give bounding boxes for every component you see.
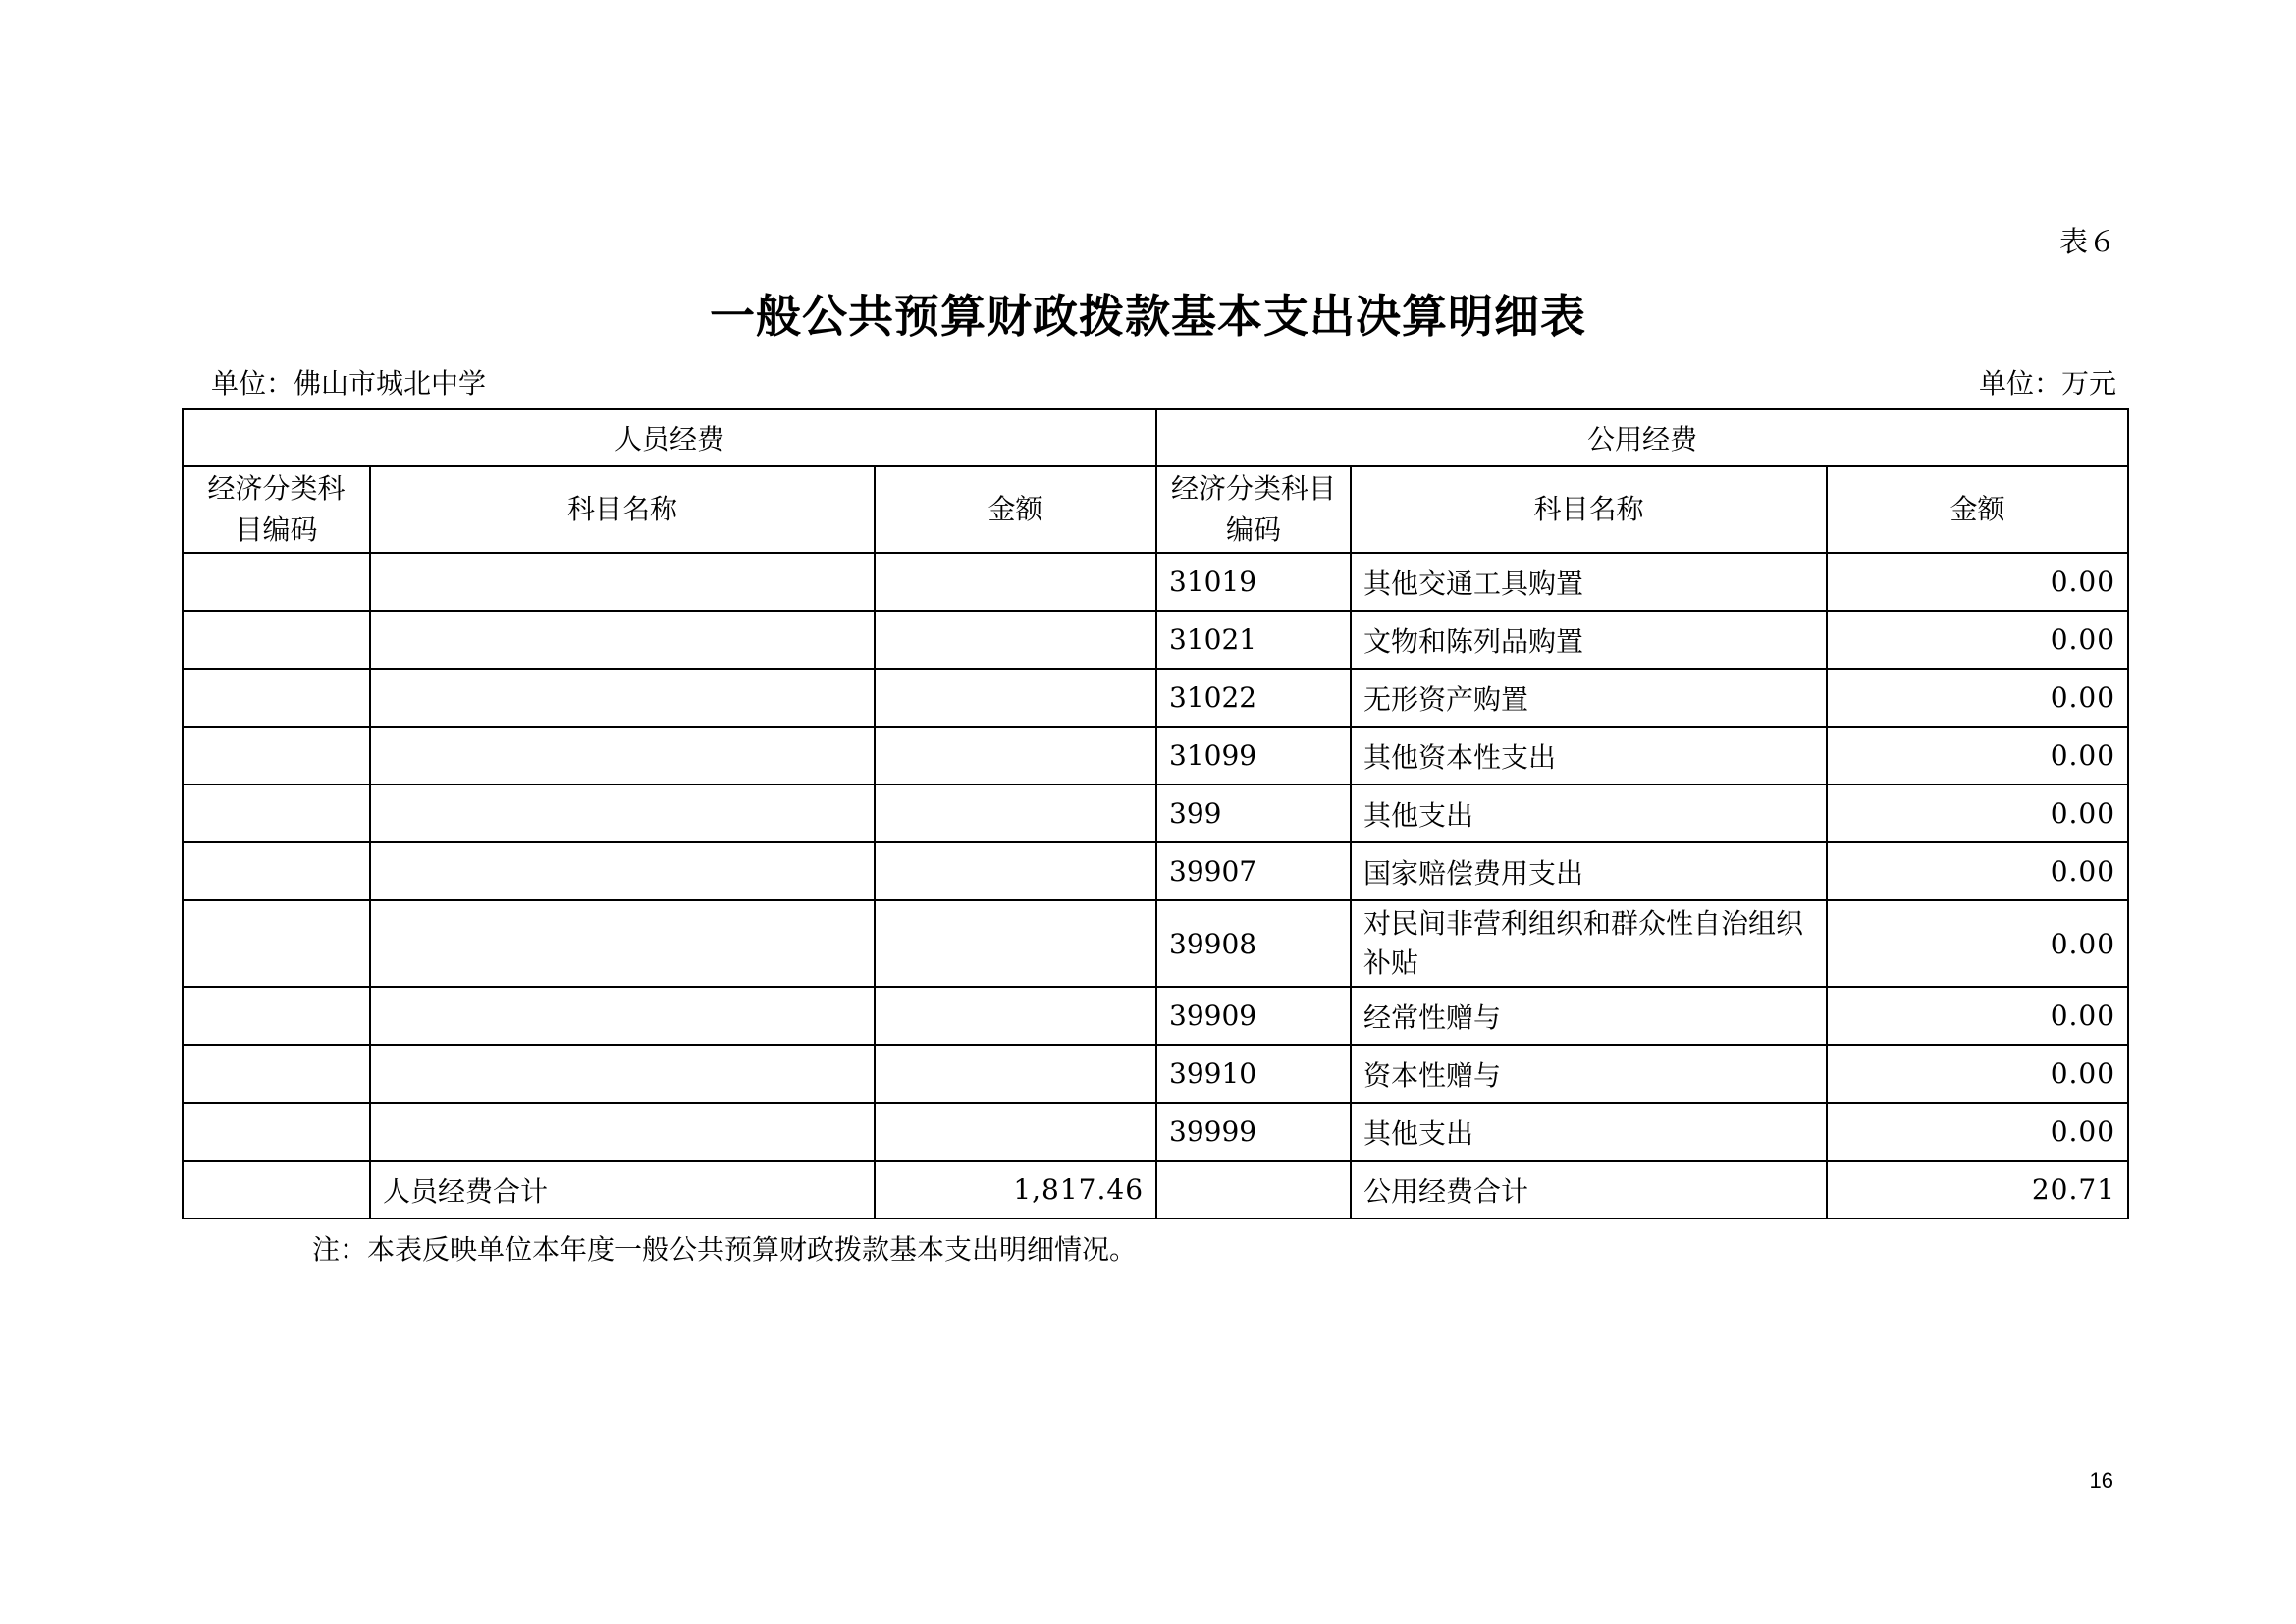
expenditure-table (182, 408, 2129, 1219)
footnote: 注：本表反映单位本年度一般公共预算财政拨款基本支出明细情况。 (312, 1233, 1138, 1266)
unit-organization: 单位：佛山市城北中学 (211, 367, 487, 400)
table-row (183, 1103, 2128, 1161)
public-amount-cell: 0.00 (1827, 987, 2128, 1045)
personnel-amount-cell (875, 900, 1156, 987)
col-personnel-name: 科目名称 (370, 466, 875, 553)
public-code-cell: 39907 (1156, 842, 1351, 900)
public-name-cell: 文物和陈列品购置 (1351, 611, 1827, 669)
table-row (183, 987, 2128, 1045)
public-total-code-cell (1156, 1161, 1351, 1218)
public-amount-cell: 0.00 (1827, 1103, 2128, 1161)
personnel-code-cell (183, 842, 370, 900)
public-code-cell: 39909 (1156, 987, 1351, 1045)
personnel-code-cell (183, 785, 370, 842)
public-amount-cell: 0.00 (1827, 1045, 2128, 1103)
personnel-amount-cell (875, 669, 1156, 727)
table-row (183, 1045, 2128, 1103)
col-public-code: 经济分类科目编码 (1156, 466, 1351, 553)
personnel-amount-cell (875, 553, 1156, 611)
personnel-total-amount: 1,817.46 (875, 1161, 1156, 1218)
page-title: 一般公共预算财政拨款基本支出决算明细表 (710, 290, 1586, 343)
page-number: 16 (2089, 1468, 2113, 1492)
personnel-code-cell (183, 1045, 370, 1103)
personnel-amount-cell (875, 727, 1156, 785)
table-label: 表６ (2058, 225, 2116, 258)
personnel-name-cell (370, 987, 875, 1045)
personnel-code-cell (183, 900, 370, 987)
group-personnel-header: 人员经费 (183, 409, 1156, 466)
group-header-row (183, 409, 2128, 466)
table-row (183, 900, 2128, 987)
personnel-total-code-cell (183, 1161, 370, 1218)
personnel-name-cell (370, 553, 875, 611)
public-amount-cell: 0.00 (1827, 727, 2128, 785)
personnel-amount-cell (875, 1103, 1156, 1161)
col-public-amount: 金额 (1827, 466, 2128, 553)
public-name-cell: 经常性赠与 (1351, 987, 1827, 1045)
personnel-amount-cell (875, 987, 1156, 1045)
public-name-cell: 其他交通工具购置 (1351, 553, 1827, 611)
personnel-name-cell (370, 611, 875, 669)
col-personnel-code: 经济分类科目编码 (183, 466, 370, 553)
personnel-total-label: 人员经费合计 (370, 1161, 875, 1218)
public-amount-cell: 0.00 (1827, 785, 2128, 842)
personnel-name-cell (370, 900, 875, 987)
table-row (183, 553, 2128, 611)
public-amount-cell: 0.00 (1827, 553, 2128, 611)
public-total-label: 公用经费合计 (1351, 1161, 1827, 1218)
public-name-cell: 无形资产购置 (1351, 669, 1827, 727)
personnel-amount-cell (875, 785, 1156, 842)
personnel-name-cell (370, 1045, 875, 1103)
public-amount-cell: 0.00 (1827, 842, 2128, 900)
personnel-code-cell (183, 1103, 370, 1161)
group-public-header: 公用经费 (1156, 409, 2128, 466)
personnel-amount-cell (875, 1045, 1156, 1103)
public-name-cell: 对民间非营利组织和群众性自治组织补贴 (1351, 900, 1827, 987)
table-row (183, 842, 2128, 900)
public-name-cell: 国家赔偿费用支出 (1351, 842, 1827, 900)
public-code-cell: 31022 (1156, 669, 1351, 727)
public-name-cell: 其他资本性支出 (1351, 727, 1827, 785)
personnel-name-cell (370, 669, 875, 727)
public-name-cell: 其他支出 (1351, 785, 1827, 842)
table-row (183, 611, 2128, 669)
col-personnel-amount: 金额 (875, 466, 1156, 553)
public-amount-cell: 0.00 (1827, 900, 2128, 987)
public-code-cell: 31021 (1156, 611, 1351, 669)
personnel-name-cell (370, 842, 875, 900)
personnel-amount-cell (875, 611, 1156, 669)
personnel-code-cell (183, 987, 370, 1045)
personnel-code-cell (183, 611, 370, 669)
public-code-cell: 39910 (1156, 1045, 1351, 1103)
public-name-cell: 其他支出 (1351, 1103, 1827, 1161)
public-name-cell: 资本性赠与 (1351, 1045, 1827, 1103)
public-amount-cell: 0.00 (1827, 669, 2128, 727)
table-row (183, 727, 2128, 785)
table-row (183, 785, 2128, 842)
personnel-amount-cell (875, 842, 1156, 900)
unit-currency: 单位：万元 (1978, 367, 2116, 400)
public-code-cell: 31019 (1156, 553, 1351, 611)
personnel-name-cell (370, 785, 875, 842)
column-header-row (183, 466, 2128, 553)
totals-row (183, 1161, 2128, 1218)
public-total-amount: 20.71 (1827, 1161, 2128, 1218)
public-code-cell: 399 (1156, 785, 1351, 842)
public-code-cell: 31099 (1156, 727, 1351, 785)
personnel-code-cell (183, 553, 370, 611)
public-code-cell: 39999 (1156, 1103, 1351, 1161)
personnel-code-cell (183, 727, 370, 785)
personnel-code-cell (183, 669, 370, 727)
personnel-name-cell (370, 1103, 875, 1161)
personnel-name-cell (370, 727, 875, 785)
public-amount-cell: 0.00 (1827, 611, 2128, 669)
table-row (183, 669, 2128, 727)
public-code-cell: 39908 (1156, 900, 1351, 987)
col-public-name: 科目名称 (1351, 466, 1827, 553)
